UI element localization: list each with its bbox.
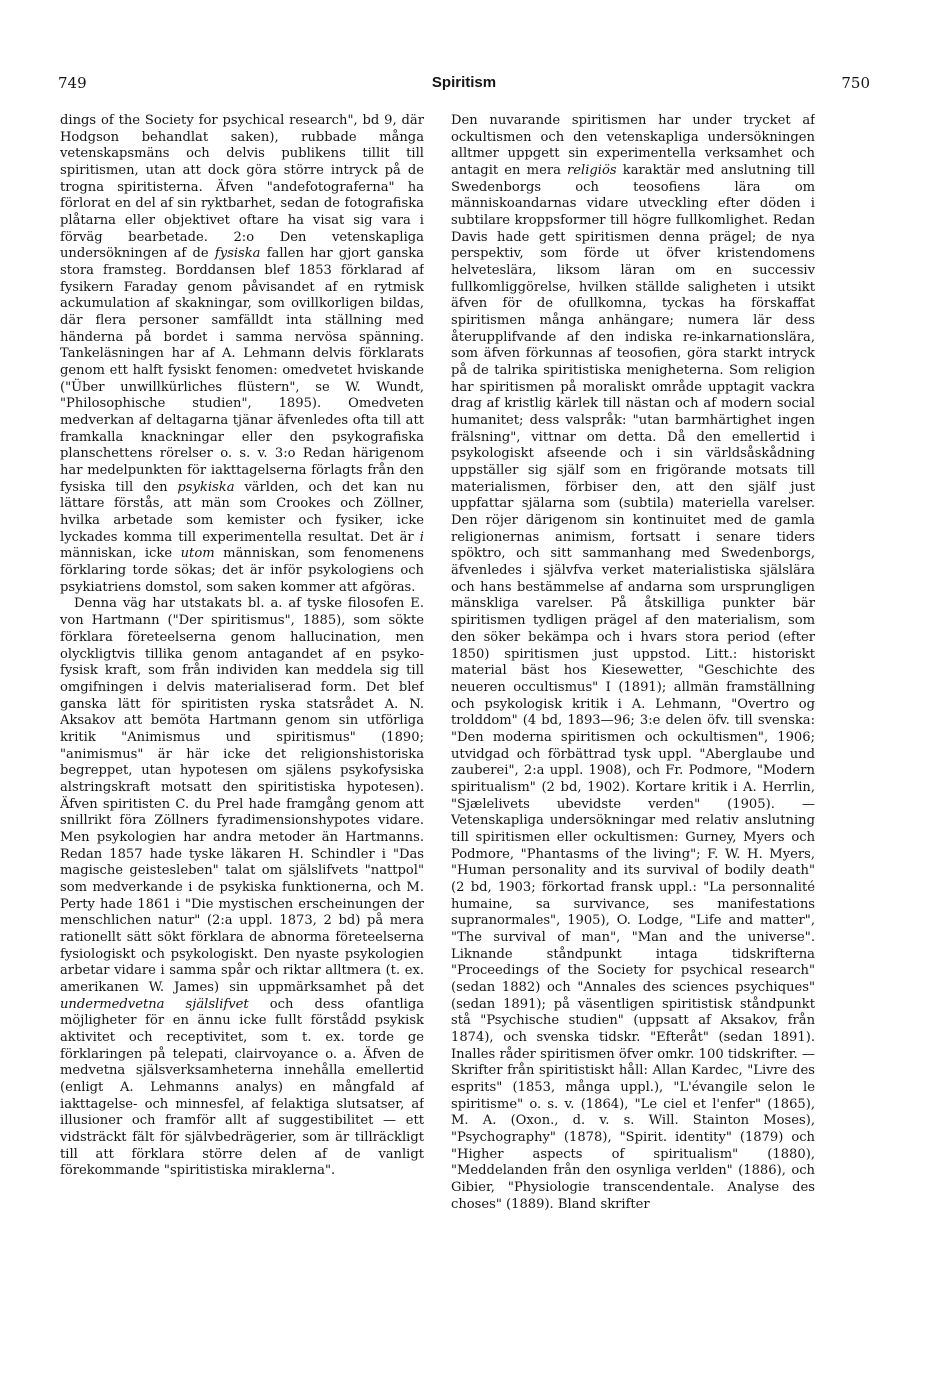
italic-term: utom	[180, 546, 215, 562]
right-column	[451, 113, 815, 1263]
page-number-right: 750	[841, 74, 870, 92]
italic-term: undermedvetna själslifvet	[60, 996, 249, 1012]
italic-term: psykiska	[177, 479, 235, 495]
italic-term: fysiska	[214, 246, 261, 262]
running-title: Spiritism	[431, 74, 497, 91]
paragraph: Denna väg har utstakats bl. a. af tyske filosofen E. von Hartmann ("Der spiritismus", 1885), som sökte förklara företeelserna genom hallucination, men olyckligtvis tillika genom antagandet af en psyko-fysisk kraft, som från individen kan meddela sig till omgifningen i delvis materialiserad form. Det blef ganska lätt för spiritisten ryska statsrådet A. N. Aksakov att bemöta Hartmann genom sin utförliga kritik "Animismus und spiritismus" (1890; "animismus" är här icke det religionshistoriska begreppet, utan hypotesen om själens psykofysiska alstringskraft motsatt den spiritistiska hypotesen). Äfven spiritisten C. du Prel hade framgång genom att snillrikt föra Zöllners fyradimensionshypotes vidare. Men psykologien har andra metoder än Hartmanns. Redan 1857 hade tyske läkaren H. Schindler i "Das magische geistesleben" talat om själslifvets "nattpol" som medverkande i de psykiska funktionerna, och M. Perty hade 1861 i "Die mystischen erscheinungen der menschlichen natur" (2:a uppl. 1873, 2 bd) på mera rationellt sätt sökt förklara de abnorma företeelserna fysiologiskt och psykologiskt. Den nyaste psykologien arbetar vidare i samma spår och riktar alltmera (t. ex. amerikanen W. James) sin uppmärksamhet på det undermedvetna själslifvet och dess ofantliga möjligheter för en ännu icke fullt förstådd psykisk aktivitet och receptivitet, som t. ex. torde ge förklaringen på telepati, clairvoyance o. a. Äfven de medvetna själsverksamheterna innehålla emellertid (enligt A. Lehmanns analys) en mångfald af iakttagelse- och minnesfel, af felaktiga slutsatser, af illusioner och framför allt af suggestibilitet — ett vidsträckt fält för självbedrägerier, som är tillräckligt till att förklara större delen af de vanligt förekommande "spiritistiska miraklerna".	[60, 596, 424, 1179]
italic-term: i	[419, 529, 424, 545]
italic-term: religiös	[567, 163, 617, 179]
paragraph: dings of the Society for psychical research", bd 9, där Hodgson behandlat saken), rubbade många vetenskapsmäns och delvis publikens tillit till spiritismen, utan att dock göra större intryck på de trogna spiritisterna. Äfven "andefotograferna" ha förlorat en del af sin ryktbarhet, sedan de fotografiska plåtarna eller objektivet oftare ha visat sig vara i förväg bearbetade. 2:o Den vetenskapliga undersökningen af de fysiska fallen har gjort ganska stora framsteg. Borddansen blef 1853 förklarad af fysikern Faraday genom påvisandet af en rytmisk ackumulation af skakningar, som ovillkorligen bildas, där flera personer samfälldt inta ställning med händerna på bordet i samma nervösa spänning. Tankeläsningen har af A. Lehmann delvis förklarats genom ett halft fysiskt fenomen: omedvetet hviskande ("Über unwillkürliches flüstern", se W. Wundt, "Philosophische studien", 1895). Omedveten medverkan af deltagarna tjänar äfvenledes ofta till att framkalla knackningar eller den psykografiska planschettens rörelser o. s. v. 3:o Redan härigenom har medelpunkten för iakttagelserna förlagts från den fysiska till den psykiska världen, och det kan nu lättare förstås, att män som Crookes och Zöllner, hvilka arbetade som kemister och fysiker, icke lyckades komma till experimentella resultat. Det är i människan, icke utom människan, som fenomenens förklaring torde sökas; det är inför psykologiens och psykiatriens domstol, som saken kommer att afgöras.	[60, 113, 424, 595]
page-number-left: 749	[58, 74, 87, 92]
paragraph: Den nuvarande spiritismen har under trycket af ockultismen och den vetenskapliga undersökningen alltmer uppgett sin experimentella verksamhet och antagit en mera religiös karaktär med anslutning till Swedenborgs och teosofiens lära om människoandarnas vidare utveckling efter döden i subtilare kroppsformer till högre fullkomlighet. Redan Davis hade gett spiritismen denna prägel; de nya perspektiv, som förde ut öfver kristendomens helveteslära, liksom läran om en successiv fullkomliggörelse, hvilken ställde saligheten i utsikt äfven för de ofullkomna, tyckas ha förskaffat spiritismen många anhängare; numera lär dess återupplifvande af den indiska re-inkarnationslära, som äfven förkunnas af teosofien, göra starkt intryck på de talrika spiritistiska menigheterna. Som religion har spiritismen på moraliskt område upptagit vackra drag af kristlig kärlek till nästan och af modern social humanitet; dess valspråk: "utan barmhärtighet ingen frälsning", vittnar om detta. Då den emellertid i psykologiskt afseende och i sin världsåskådning uppställer sig själf som en frigörande motsats till materialismen, förbiser den, att den själf just uppfattar själarna som (subtila) materiella varelser. Den röjer därigenom sin kontinuitet med de gamla religionernas animism, fortsatt i senare tiders spöktro, och sitt sammanhang med Swedenborgs, äfvenledes i självfva verket materialistiska själslära och hans bestämmelse af andarna som ursprungligen mänskliga varelser. På åtskilliga punkter bär spiritismen tydligen prägel af den materialism, som den söker bekämpa och i hvars stora period (efter 1850) spiritismen just uppstod. Litt.: historiskt material bäst hos Kiesewetter, "Geschichte des neueren occultismus" I (1891); allmän framställning och psykologisk kritik i A. Lehmann, "Overtro og trolddom" (4 bd, 1893—96; 3:e delen öfv. till svenska: "Den moderna spiritismen och ockultismen", 1906; utvidgad och förbättrad tysk uppl. "Aberglaube und zauberei", 2:a uppl. 1908), och Fr. Podmore, "Modern spiritualism" (2 bd, 1902). Kortare kritik i A. Herrlin, "Sjælelivets ubevidste verden" (1905). — Vetenskapliga undersökningar med relativ anslutning till spiritismen eller ockultismen: Gurney, Myers och Podmore, "Phantasms of the living"; F. W. H. Myers, "Human personality and its survival of bodily death" (2 bd, 1903; förkortad fransk uppl.: "La personnalité humaine, sa survivance, ses manifestations supranormales", 1905), O. Lodge, "Life and matter", "The survival of man", "Man and the universe". Liknande ståndpunkt intaga tidskrifterna "Proceedings of the Society for psychical research" (sedan 1882) och "Annales des sciences psychiques" (sedan 1891); på väsentligen spiritistisk ståndpunkt stå "Psychische studien" (uppsatt af Aksakov, från 1874), och svenska tidskr. "Efteråt" (sedan 1891). Inalles råder spiritismen öfver omkr. 100 tidskrifter. — Skrifter från spiritistiskt håll: Allan Kardec, "Livre des esprits" (1853, många uppl.), "L'évangile selon le spiritisme" o. s. v. (1864), "Le ciel et l'enfer" (1865), M. A. (Oxon., d. v. s. Will. Stainton Moses), "Psychography" (1878), "Spirit. identity" (1879) och "Higher aspects of spiritualism" (1880), "Meddelanden från den osynliga verlden" (1886), och Gibier, "Physiologie transcendentale. Analyse des choses" (1889). Bland skrifter	[451, 113, 815, 1212]
left-column	[60, 113, 424, 1263]
page-header	[58, 74, 870, 96]
